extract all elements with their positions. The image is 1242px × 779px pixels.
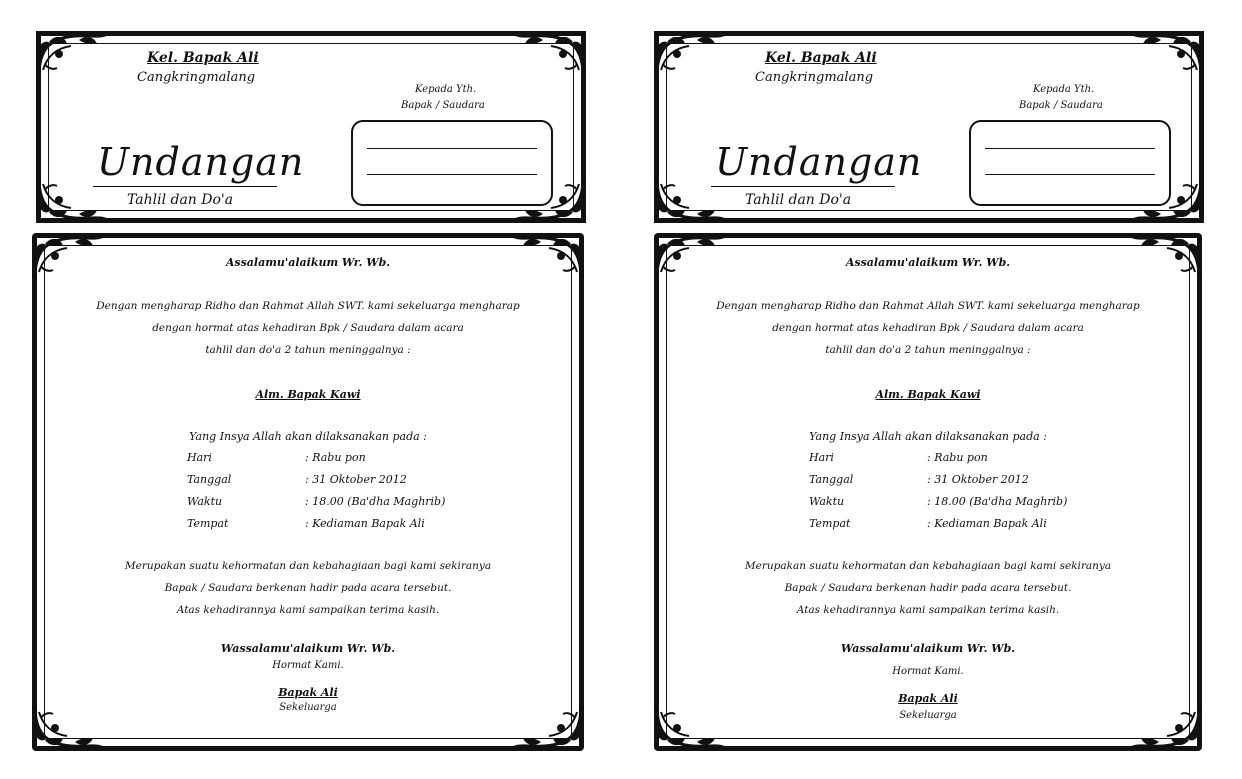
closing-line: Bapak / Saudara berkenan hadir pada acara tersebut. bbox=[784, 582, 1072, 594]
closing-line: Bapak / Saudara berkenan hadir pada acara tersebut. bbox=[164, 582, 452, 594]
respect-line: Hormat Kami. bbox=[892, 666, 964, 677]
closing-line: Merupakan suatu kehormatan dan kebahagiaan bagi kami sekiranya bbox=[124, 560, 492, 572]
detail-value: : Kediaman Bapak Ali bbox=[305, 517, 425, 530]
detail-label: Tempat bbox=[809, 517, 851, 530]
recipient-title: Bapak / Saudara bbox=[1019, 100, 1103, 111]
envelope-card bbox=[36, 31, 586, 223]
greeting: Assalamu'alaikum Wr. Wb. bbox=[845, 256, 1011, 269]
detail-label: Tempat bbox=[187, 517, 229, 530]
detail-row-time bbox=[809, 495, 1067, 508]
farewell: Wassalamu'alaikum Wr. Wb. bbox=[840, 642, 1016, 655]
invitation-subtitle: Tahlil dan Do'a bbox=[745, 192, 852, 208]
detail-label: Waktu bbox=[809, 495, 845, 508]
envelope-card bbox=[654, 31, 1204, 223]
deceased-name: Alm. Bapak Kawi bbox=[875, 388, 981, 401]
address-line bbox=[985, 174, 1155, 175]
sender-place: Cangkringmalang bbox=[755, 70, 874, 85]
detail-row-time bbox=[187, 495, 445, 508]
letter-card bbox=[32, 233, 584, 751]
sender-place: Cangkringmalang bbox=[137, 70, 256, 85]
recipient-label: Kepada Yth. bbox=[415, 84, 477, 95]
invitation-right bbox=[621, 0, 1242, 779]
corner-ornament-icon bbox=[653, 30, 727, 80]
sender-name: Kel. Bapak Ali bbox=[147, 50, 259, 66]
corner-ornament-icon bbox=[35, 30, 109, 80]
body-line: Dengan mengharap Ridho dan Rahmat Allah SWT. kami sekeluarga mengharap bbox=[716, 300, 1140, 312]
recipient-title: Bapak / Saudara bbox=[401, 100, 485, 111]
corner-ornament-icon bbox=[1131, 30, 1205, 80]
detail-label: Waktu bbox=[187, 495, 223, 508]
detail-value: : 31 Oktober 2012 bbox=[305, 473, 407, 486]
respect-line: Hormat Kami. bbox=[272, 660, 344, 671]
detail-value: : 18.00 (Ba'dha Maghrib) bbox=[305, 495, 446, 508]
detail-row-place bbox=[187, 517, 425, 530]
sender-name: Kel. Bapak Ali bbox=[765, 50, 877, 66]
detail-row-day bbox=[809, 451, 988, 464]
address-line bbox=[985, 148, 1155, 149]
body-line: tahlil dan do'a 2 tahun meninggalnya : bbox=[205, 344, 411, 356]
detail-label: Hari bbox=[187, 451, 212, 464]
deceased-name: Alm. Bapak Kawi bbox=[255, 388, 361, 401]
body-line: dengan hormat atas kehadiran Bpk / Saudara dalam acara bbox=[152, 322, 464, 334]
corner-ornament-icon bbox=[513, 30, 587, 80]
closing-line: Merupakan suatu kehormatan dan kebahagiaan bagi kami sekiranya bbox=[744, 560, 1112, 572]
body-line: tahlil dan do'a 2 tahun meninggalnya : bbox=[825, 344, 1031, 356]
closing-line: Atas kehadirannya kami sampaikan terima kasih. bbox=[176, 604, 440, 616]
address-box bbox=[969, 120, 1171, 206]
detail-row-date bbox=[187, 473, 407, 486]
detail-value: : 31 Oktober 2012 bbox=[927, 473, 1029, 486]
signer-role: Sekeluarga bbox=[899, 710, 957, 721]
signer-name: Bapak Ali bbox=[898, 692, 958, 705]
invitation-title: Undangan bbox=[715, 140, 923, 184]
invitation-title: Undangan bbox=[97, 140, 305, 184]
recipient-label: Kepada Yth. bbox=[1033, 84, 1095, 95]
title-underline bbox=[711, 186, 895, 187]
address-line bbox=[367, 174, 537, 175]
detail-label: Tanggal bbox=[809, 473, 854, 486]
detail-value: : Kediaman Bapak Ali bbox=[927, 517, 1047, 530]
detail-value: : Rabu pon bbox=[305, 451, 366, 464]
signer-name: Bapak Ali bbox=[278, 686, 338, 699]
detail-value: : Rabu pon bbox=[927, 451, 988, 464]
signer-role: Sekeluarga bbox=[279, 702, 337, 713]
letter-inner-border bbox=[666, 245, 1190, 739]
title-underline bbox=[93, 186, 277, 187]
body-line: Dengan mengharap Ridho dan Rahmat Allah SWT. kami sekeluarga mengharap bbox=[96, 300, 520, 312]
schedule-intro: Yang Insya Allah akan dilaksanakan pada : bbox=[809, 430, 1047, 443]
body-line: dengan hormat atas kehadiran Bpk / Saudara dalam acara bbox=[772, 322, 1084, 334]
detail-row-day bbox=[187, 451, 366, 464]
letter-card bbox=[654, 233, 1202, 751]
detail-row-place bbox=[809, 517, 1047, 530]
detail-row-date bbox=[809, 473, 1029, 486]
detail-value: : 18.00 (Ba'dha Maghrib) bbox=[927, 495, 1068, 508]
invitation-subtitle: Tahlil dan Do'a bbox=[127, 192, 234, 208]
address-box bbox=[351, 120, 553, 206]
farewell: Wassalamu'alaikum Wr. Wb. bbox=[220, 642, 396, 655]
detail-label: Hari bbox=[809, 451, 834, 464]
schedule-intro: Yang Insya Allah akan dilaksanakan pada : bbox=[189, 430, 427, 443]
greeting: Assalamu'alaikum Wr. Wb. bbox=[225, 256, 391, 269]
closing-line: Atas kehadirannya kami sampaikan terima kasih. bbox=[796, 604, 1060, 616]
detail-label: Tanggal bbox=[187, 473, 232, 486]
address-line bbox=[367, 148, 537, 149]
